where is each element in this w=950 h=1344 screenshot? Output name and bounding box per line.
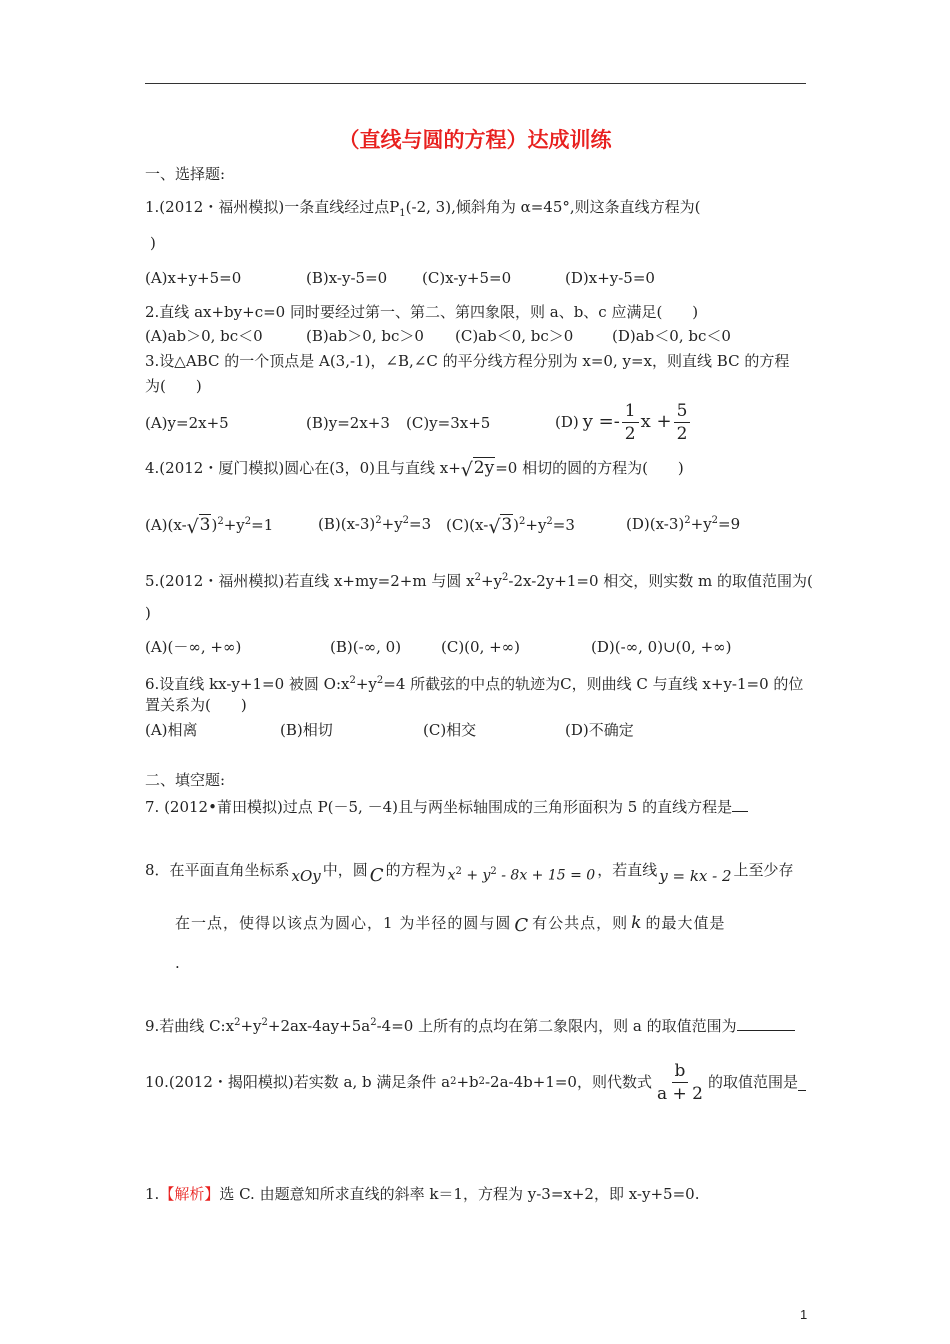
q1-option-c: (C)x-y+5=0 (422, 269, 512, 287)
section-heading-fill: 二、填空题: (145, 771, 226, 789)
answer-1: 1.【解析】选 C. 由题意知所求直线的斜率 k＝1，方程为 y-3=x+2，即 x-y+5=0. (145, 1185, 700, 1203)
q3-option-d: (D) y =- $\frac{1}{2}$ x + $\frac{5}{2}$ (555, 399, 692, 445)
analysis-tag: 【解析】 (159, 1185, 220, 1203)
question-5: 5.(2012・福州模拟)若直线 x+my=2+m 与圆 $x^2+y^2-2x-2y+1=0$ 相交，则实数 m 的取值范围为( (145, 572, 813, 590)
question-7: 7. (2012•莆田模拟)过点 P(－5, －4)且与两坐标轴围成的三角形面积为 5 的直线方程是 (145, 795, 748, 817)
fraction: $\frac{b}{a + 2}$ (656, 1060, 703, 1104)
q6-option-a: (A)相离 (145, 721, 198, 739)
q3-option-a: (A)y=2x+5 (145, 414, 229, 432)
q3-option-b: (B)y=2x+3 (306, 414, 390, 432)
question-9: 9.若曲线 $C:x^2+y^2+2ax-4ay+5a^2-4=0$ 上所有的点均在第二象限内，则 a 的取值范围为 (145, 1013, 795, 1036)
q2-option-c: (C)ab＜0, bc＞0 (455, 327, 574, 345)
page-number: 1 (800, 1307, 808, 1322)
q5-option-d: (D)(-∞, 0)∪(0, +∞) (591, 638, 732, 656)
fraction: $\frac{1}{2}$ (622, 400, 639, 445)
header-rule (145, 83, 806, 84)
question-4: 4.(2012・厦门模拟)圆心在(3，0)且与直线 x+√ 2y=0 相切的圆的方程为( ) (145, 453, 684, 483)
question-8: 8．在平面直角坐标系 xOy 中，圆 C 的方程为 $x^2 + y^2 - 8x + 15 = 0$ ，若直线 y = kx - 2 上至少存 (145, 861, 794, 886)
q5-option-a: (A)(－∞, +∞) (145, 638, 242, 656)
q5-option-c: (C)(0, +∞) (441, 638, 521, 656)
q6-option-c: (C)相交 (423, 721, 477, 739)
question-6: 6.设直线 kx-y+1=0 被圆 $O:x^2+y^2=4$ 所截弦的中点的轨迹为C，则曲线 C 与直线 x+y-1=0 的位 (145, 675, 804, 693)
question-5-continuation: ) (145, 604, 151, 622)
q4-option-b: $(B)(x-3)^2+y^2=3$ (318, 515, 432, 533)
q6-option-b: (B)相切 (280, 721, 333, 739)
q1-option-a: (A)x+y+5=0 (145, 269, 242, 287)
question-6-continuation: 置关系为( ) (145, 696, 247, 714)
section-heading-choice: 一、选择题: (145, 165, 226, 183)
q1-option-b: (B)x-y-5=0 (306, 269, 388, 287)
q6-option-d: (D)不确定 (565, 721, 634, 739)
question-1: 1.(2012・福州模拟)一条直线经过点$P_1(-2$, 3),倾斜角为 α=45°,则这条直线方程为( (145, 198, 701, 219)
question-1-continuation: ) (150, 234, 156, 252)
page-title: （直线与圆的方程）达成训练 (338, 128, 612, 152)
answer-blank (737, 1014, 795, 1031)
q2-option-b: (B)ab＞0, bc＞0 (306, 327, 424, 345)
sqrt-symbol: √ 2y (461, 453, 495, 483)
q2-option-a: (A)ab＞0, bc＜0 (145, 327, 263, 345)
question-3-continuation: 为( ) (145, 377, 202, 395)
fraction: $\frac{5}{2}$ (674, 400, 691, 445)
answer-blank (732, 795, 748, 812)
q3-option-c: (C)y=3x+5 (406, 414, 491, 432)
q4-option-d: $(D)(x-3)^2+y^2=9$ (626, 515, 741, 533)
question-8-line-2: 在一点，使得以该点为圆心，1 为半径的圆与圆 C 有公共点，则 k 的最大值是 (175, 913, 726, 936)
answer-blank (798, 1074, 806, 1091)
q4-option-a: (A)(x-√ $3)^2+y^2=1$ (145, 508, 273, 539)
question-10: 10.(2012・揭阳模拟)若实数 a, b 满足条件 a 2 +b 2 -2a-4b+1=0，则代数式 $\frac{b}{a + 2}$ 的取值范围是 (145, 1058, 806, 1106)
question-8-line-3: . (175, 954, 180, 972)
q4-option-c: (C)(x-√ $3)^2+y^2=3$ (446, 508, 575, 539)
question-3: 3.设△ABC 的一个顶点是 A(3,-1)，∠B,∠C 的平分线方程分别为 x=0, y=x，则直线 BC 的方程 (145, 352, 790, 370)
q5-option-b: (B)(-∞, 0) (330, 638, 402, 656)
q1-option-d: (D)x+y-5=0 (565, 269, 655, 287)
question-2: 2.直线 ax+by+c=0 同时要经过第一、第二、第四象限，则 a、b、c 应满足( ) (145, 303, 699, 321)
q2-option-d: (D)ab＜0, bc＜0 (612, 327, 731, 345)
